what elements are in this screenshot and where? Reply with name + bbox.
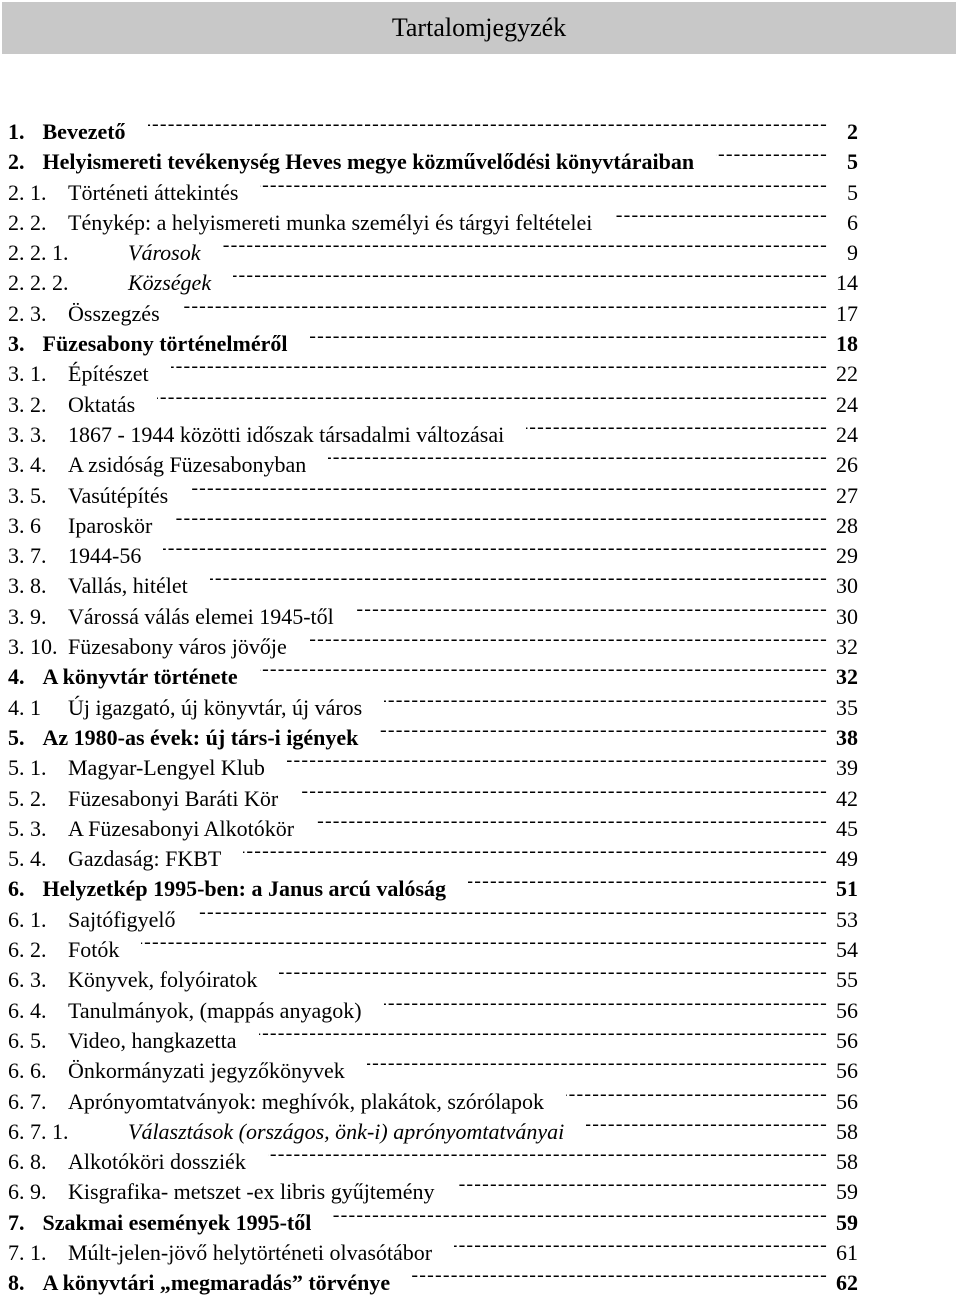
- toc-entry-title: Aprónyomtatványok: meghívók, plakátok, szórólapok: [68, 1088, 544, 1114]
- toc-entry-number: 3. 10.: [8, 634, 58, 660]
- dot-leader: [148, 109, 828, 139]
- dot-leader: [233, 260, 828, 290]
- dot-leader: [367, 1048, 828, 1078]
- toc-entry-page: 39: [836, 755, 858, 781]
- toc-entry-page: 32: [836, 664, 858, 690]
- toc-entry-number: 3. 7.: [8, 543, 47, 569]
- toc-entry-title: Video, hangkazetta: [68, 1027, 237, 1053]
- toc-entry-page: 56: [836, 1027, 858, 1053]
- dot-leader: [243, 836, 828, 866]
- toc-entry-page: 27: [836, 482, 858, 508]
- dot-leader: [380, 715, 828, 745]
- toc-entry-number: 5. 2.: [8, 785, 47, 811]
- toc-entry: [8, 412, 858, 447]
- toc-entry-number: 4.: [8, 664, 25, 690]
- dot-leader: [586, 1109, 828, 1139]
- toc-entry-title: A könyvtári „megmaradás” törvénye: [42, 1270, 391, 1296]
- toc-entry-title: Várossá válás elemei 1945-től: [68, 603, 334, 629]
- toc-entry-title: Tanulmányok, (mappás anyagok): [68, 997, 362, 1023]
- toc-entry-title: Ténykép: a helyismereti munka személyi és tárgyi feltételei: [68, 209, 593, 235]
- dot-leader: [526, 412, 828, 442]
- toc-entry-title: Kisgrafika- metszet -ex libris gyűjtemény: [68, 1179, 435, 1205]
- toc-entry-title: Füzesabony város jövője: [68, 634, 287, 660]
- toc-entry-title: Magyar-Lengyel Klub: [68, 755, 265, 781]
- dot-leader: [198, 897, 828, 927]
- toc-entry-number: 2. 3.: [8, 300, 47, 326]
- toc-entry-number: 7. 1.: [8, 1239, 47, 1265]
- toc-entry-title: Helyismereti tevékenység Heves megye közművelődési könyvtáraiban: [42, 149, 695, 175]
- toc-entry-page: 49: [836, 846, 858, 872]
- toc-entry-page: 29: [836, 543, 858, 569]
- toc-entry-number: 3.: [8, 331, 25, 357]
- dot-leader: [157, 382, 828, 412]
- dot-leader: [310, 321, 829, 351]
- toc-entry-title: Füzesabonyi Baráti Kör: [68, 785, 279, 811]
- toc-entry-page: 58: [836, 1118, 858, 1144]
- toc-entry-number: 2. 2.: [8, 209, 47, 235]
- toc-entry-title: Gazdaság: FKBT: [68, 846, 222, 872]
- toc-entry-number: 5. 3.: [8, 815, 47, 841]
- toc-entry: [8, 139, 858, 175]
- dot-leader: [287, 745, 828, 775]
- toc-entry-title: Új igazgató, új könyvtár, új város: [68, 694, 363, 720]
- toc-entry-page: 24: [836, 421, 858, 447]
- toc-entry-title: Városok: [128, 240, 201, 266]
- toc-entry-page: 14: [836, 270, 858, 296]
- toc-entry-page: 45: [836, 815, 858, 841]
- toc-entry-number: 5. 4.: [8, 846, 47, 872]
- dot-leader: [328, 442, 828, 472]
- toc-entry-number: 6.: [8, 876, 25, 902]
- toc-entry-page: 38: [836, 724, 858, 750]
- toc-entry-number: 3. 2.: [8, 391, 47, 417]
- toc-entry-page: 61: [836, 1239, 858, 1265]
- toc-entry-number: 3. 3.: [8, 421, 47, 447]
- toc-entry-title: 1867 - 1944 közötti időszak társadalmi változásai: [68, 421, 505, 447]
- toc-entry-page: 59: [836, 1209, 858, 1235]
- page-title: Tartalomjegyzék: [391, 13, 567, 42]
- toc-entry-number: 6. 4.: [8, 997, 47, 1023]
- toc-entry-page: 53: [836, 906, 858, 932]
- toc-entry-page: 28: [836, 512, 858, 538]
- dot-leader: [268, 1139, 828, 1169]
- toc-entry-number: 2. 1.: [8, 179, 47, 205]
- toc-entry-title: Vasútépítés: [68, 482, 169, 508]
- toc-entry-number: 6. 1.: [8, 906, 47, 932]
- toc-entry-title: A zsidóság Füzesabonyban: [68, 452, 307, 478]
- toc-entry-page: 59: [836, 1179, 858, 1205]
- toc-entry-number: 2. 2. 1.: [8, 240, 69, 266]
- toc-entry-number: 3. 1.: [8, 361, 47, 387]
- toc-entry-number: 3. 9.: [8, 603, 47, 629]
- toc-entry-number: 7.: [8, 1209, 25, 1235]
- toc-entry-title: Iparoskör: [68, 512, 153, 538]
- toc-entry-page: 30: [836, 603, 858, 629]
- toc-entry-number: 3. 5.: [8, 482, 47, 508]
- toc-entry-number: 3. 8.: [8, 573, 47, 599]
- toc-entry-number: 3. 4.: [8, 452, 47, 478]
- toc-entry-title: Összegzés: [68, 300, 160, 326]
- dot-leader: [190, 473, 828, 503]
- toc-entry: [8, 109, 858, 144]
- toc-entry-number: 6. 5.: [8, 1027, 47, 1053]
- toc-entry-title: Múlt-jelen-jövő helytörténeti olvasótábor: [68, 1239, 433, 1265]
- dot-leader: [457, 1169, 828, 1199]
- title-bar: [2, 2, 956, 54]
- toc-entry-number: 5.: [8, 724, 25, 750]
- toc-entry-number: 6. 3.: [8, 967, 47, 993]
- toc-entry-title: A Füzesabonyi Alkotókör: [68, 815, 295, 841]
- toc-entry-page: 35: [836, 694, 858, 720]
- toc-entry-number: 8.: [8, 1270, 25, 1296]
- toc-entry-page: 56: [836, 1058, 858, 1084]
- dot-leader: [260, 654, 828, 684]
- dot-leader: [174, 503, 828, 533]
- toc-entry-title: Füzesabony történelméről: [42, 331, 288, 357]
- toc-entry-number: 3. 6: [8, 512, 41, 538]
- dot-leader: [163, 533, 828, 563]
- dot-leader: [356, 594, 828, 624]
- toc-entry-page: 54: [836, 937, 858, 963]
- toc-entry-page: 51: [836, 876, 858, 902]
- dot-leader: [384, 685, 828, 715]
- toc-entry-page: 5: [847, 149, 858, 175]
- dot-leader: [412, 1260, 828, 1290]
- toc-entry-number: 6. 8.: [8, 1149, 47, 1175]
- toc-entry-title: Választások (országos, önk-i) aprónyomtatványai: [128, 1118, 565, 1144]
- toc-entry-title: Oktatás: [68, 391, 136, 417]
- toc-entry-page: 22: [836, 361, 858, 387]
- toc-entry-number: 6. 2.: [8, 937, 47, 963]
- dot-leader: [454, 1230, 828, 1260]
- toc-entry-number: 6. 7. 1.: [8, 1118, 69, 1144]
- dot-leader: [316, 806, 828, 836]
- toc-entry-page: 2: [847, 119, 858, 144]
- toc-entry-number: 4. 1: [8, 694, 41, 720]
- toc-entry-title: Önkormányzati jegyzőkönyvek: [68, 1058, 345, 1084]
- toc-entry-number: 1.: [8, 119, 25, 144]
- toc-entry-title: Községek: [128, 270, 212, 296]
- toc-entry-title: Építészet: [68, 361, 149, 387]
- toc-entry-number: 2.: [8, 149, 25, 175]
- toc-entry-title: Alkotóköri dossziék: [68, 1149, 246, 1175]
- dot-leader: [468, 866, 828, 896]
- toc-entry-page: 26: [836, 452, 858, 478]
- toc-entry-number: 6. 7.: [8, 1088, 47, 1114]
- dot-leader: [141, 927, 828, 957]
- toc-entry-page: 56: [836, 997, 858, 1023]
- toc-entry-page: 5: [847, 179, 858, 205]
- toc-entry-title: Fotók: [68, 937, 120, 963]
- toc-entry-page: 55: [836, 967, 858, 993]
- toc-entry-number: 5. 1.: [8, 755, 47, 781]
- toc-entry-page: 42: [836, 785, 858, 811]
- dot-leader: [279, 957, 828, 987]
- dot-leader: [182, 291, 828, 321]
- toc-entry-title: Vallás, hitélet: [68, 573, 188, 599]
- toc-entry-title: 1944-56: [68, 543, 142, 569]
- toc-entry-number: 2. 2. 2.: [8, 270, 69, 296]
- toc-entry-title: Történeti áttekintés: [68, 179, 239, 205]
- dot-leader: [223, 230, 828, 260]
- dot-leader: [260, 170, 828, 200]
- toc-entry-page: 18: [836, 331, 858, 357]
- toc-entry-title: Szakmai események 1995-től: [42, 1209, 312, 1235]
- toc-entry-page: 17: [836, 300, 858, 326]
- toc-entry-title: A könyvtár története: [42, 664, 238, 690]
- dot-leader: [309, 624, 828, 654]
- dot-leader: [384, 988, 828, 1018]
- toc-entry-page: 62: [836, 1270, 858, 1296]
- toc-entry: [8, 957, 858, 993]
- toc-entry-number: 6. 9.: [8, 1179, 47, 1205]
- toc-entry-title: Helyzetkép 1995-ben: a Janus arcú valóság: [42, 876, 447, 902]
- dot-leader: [614, 200, 828, 230]
- dot-leader: [210, 563, 828, 593]
- toc-entry-title: Könyvek, folyóiratok: [68, 967, 258, 993]
- dot-leader: [300, 776, 828, 806]
- dot-leader: [259, 1018, 829, 1048]
- toc-entry-page: 32: [836, 634, 858, 660]
- toc-entry-page: 56: [836, 1088, 858, 1114]
- toc-entry-title: Sajtófigyelő: [68, 906, 176, 932]
- dot-leader: [566, 1079, 828, 1109]
- dot-leader: [333, 1200, 828, 1230]
- table-of-contents: [8, 109, 858, 1296]
- toc-entry-page: 6: [847, 209, 858, 235]
- dot-leader: [716, 139, 828, 169]
- dot-leader: [171, 351, 828, 381]
- toc-entry-page: 58: [836, 1149, 858, 1175]
- toc-entry-page: 30: [836, 573, 858, 599]
- toc-entry-number: 6. 6.: [8, 1058, 47, 1084]
- toc-entry-title: Bevezető: [42, 119, 126, 144]
- toc-entry-title: Az 1980-as évek: új társ-i igények: [42, 724, 359, 750]
- toc-entry-page: 9: [847, 240, 858, 266]
- toc-entry-page: 24: [836, 391, 858, 417]
